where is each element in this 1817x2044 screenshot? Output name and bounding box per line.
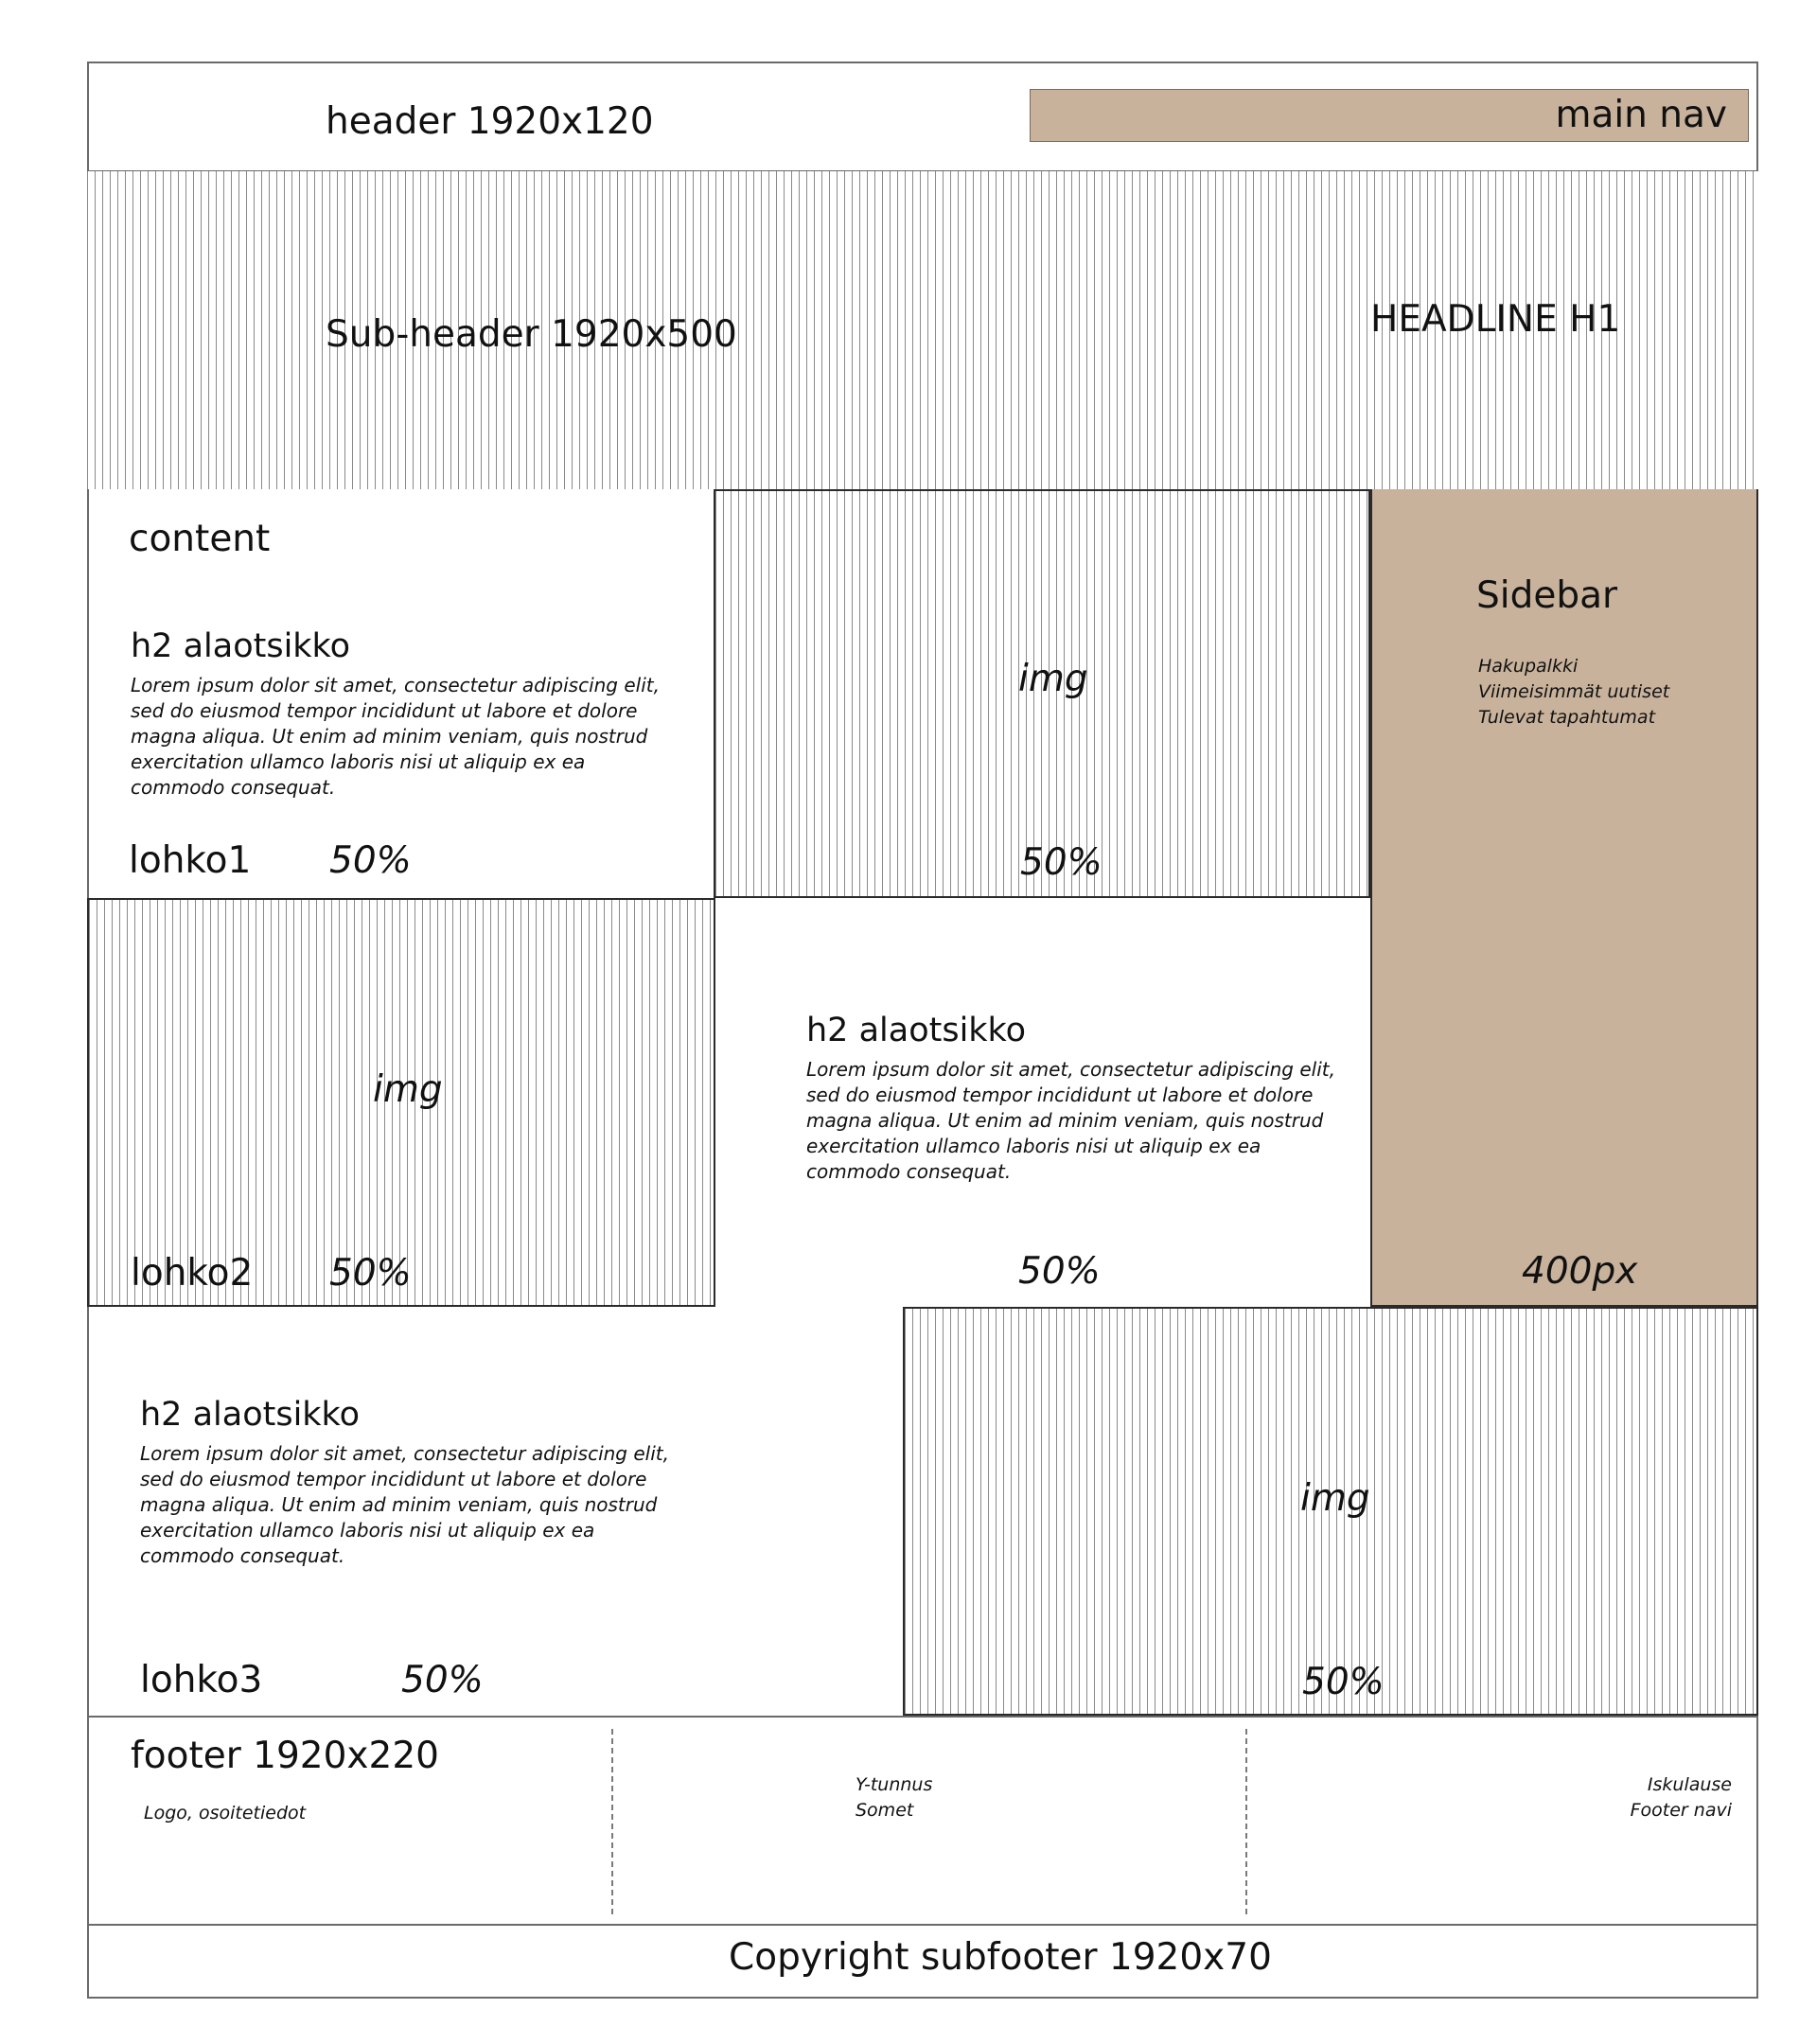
block1-text (87, 489, 714, 898)
block3-text (87, 1307, 903, 1716)
subheader (87, 171, 1758, 489)
footer-col2-item-2[interactable]: Somet (856, 1800, 914, 1821)
block3-image (903, 1307, 1758, 1716)
block1-image (714, 489, 1370, 898)
footer-label: footer 1920x220 (131, 1735, 439, 1777)
block3-heading: h2 alaotsikko (140, 1396, 360, 1434)
block1-name: lohko1 (129, 839, 252, 882)
block2-img-width: 50% (329, 1252, 412, 1295)
main-nav-label: main nav (1555, 94, 1727, 136)
header-label: header 1920x120 (326, 100, 654, 143)
block1-img-width: 50% (1020, 841, 1103, 884)
block1-paragraph: Lorem ipsum dolor sit amet, consectetur adipiscing elit, sed do eiusmod tempor incididunt ut labore et dolore magna aliqua. Ut enim ad minim veniam, quis nostrud exercitation ullamco laboris nisi ut aliquip ex ea commodo consequat. (131, 674, 660, 799)
footer (87, 1718, 1758, 1924)
block3-text-width: 50% (401, 1659, 484, 1701)
subfooter-label: Copyright subfooter 1920x70 (729, 1936, 1272, 1979)
block3-img-width: 50% (1302, 1661, 1385, 1703)
block3-img-label: img (1300, 1477, 1370, 1520)
footer-col1-item: Logo, osoitetiedot (144, 1803, 307, 1824)
main-nav[interactable] (1030, 89, 1749, 142)
headline-h1: HEADLINE H1 (1370, 298, 1621, 341)
footer-divider-2 (1245, 1729, 1247, 1914)
block3-paragraph: Lorem ipsum dolor sit amet, consectetur adipiscing elit, sed do eiusmod tempor incididunt ut labore et dolore magna aliqua. Ut enim ad minim veniam, quis nostrud exercitation ullamco laboris nisi ut aliquip ex ea commodo consequat. (140, 1442, 669, 1567)
block2-img-label: img (373, 1068, 443, 1111)
footer-divider-1 (611, 1729, 613, 1914)
block1-text-width: 50% (329, 839, 412, 882)
sidebar-item-search[interactable]: Hakupalkki (1478, 656, 1579, 677)
block1-heading: h2 alaotsikko (131, 627, 350, 665)
sidebar-title: Sidebar (1476, 574, 1618, 617)
block2-paragraph: Lorem ipsum dolor sit amet, consectetur adipiscing elit, sed do eiusmod tempor incididunt ut labore et dolore magna aliqua. Ut enim ad minim veniam, quis nostrud exercitation ullamco laboris nisi ut aliquip ex ea commodo consequat. (806, 1058, 1335, 1183)
subheader-label: Sub-header 1920x500 (326, 313, 737, 356)
subfooter-divider (87, 1924, 1758, 1926)
block2-text (715, 898, 1370, 1307)
footer-col3-item-1: Iskulause (1647, 1774, 1732, 1795)
footer-col3-item-2[interactable]: Footer navi (1630, 1800, 1732, 1821)
block2-text-width: 50% (1018, 1250, 1101, 1293)
sidebar-item-latest-news[interactable]: Viimeisimmät uutiset (1478, 681, 1670, 702)
block2-name: lohko2 (131, 1252, 254, 1295)
block1-img-label: img (1018, 658, 1088, 700)
sidebar-item-upcoming-events[interactable]: Tulevat tapahtumat (1478, 707, 1656, 728)
content-label: content (129, 518, 271, 560)
block2-heading: h2 alaotsikko (806, 1012, 1026, 1049)
block2-image (87, 898, 715, 1307)
block3-name: lohko3 (140, 1659, 263, 1701)
sidebar (1370, 489, 1758, 1307)
footer-col2-item-1: Y-tunnus (856, 1774, 933, 1795)
sidebar-width: 400px (1522, 1250, 1638, 1293)
